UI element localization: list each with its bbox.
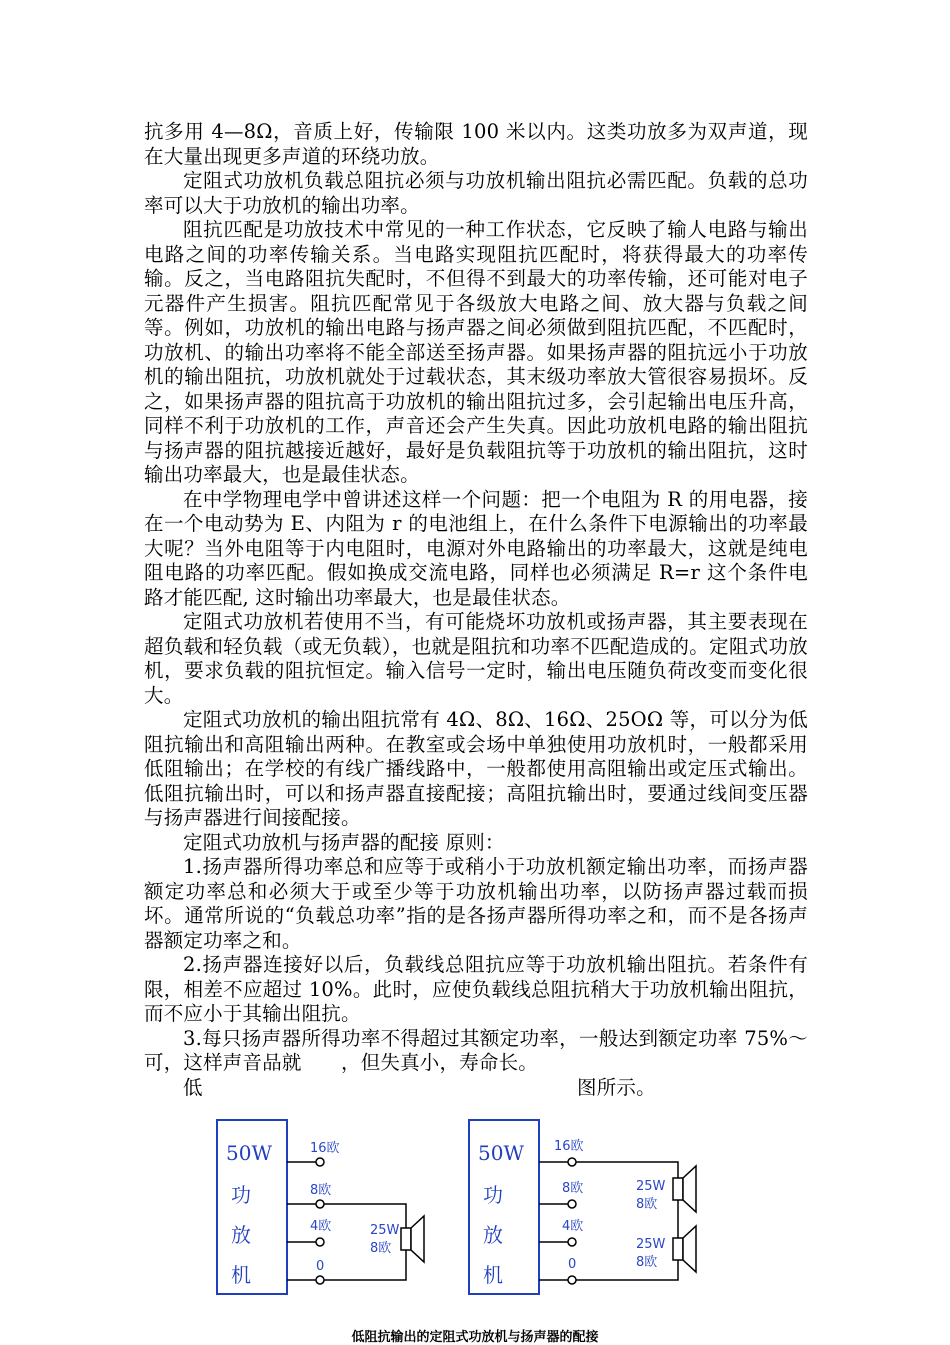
speaker-2-ohm-label: 8欧 (636, 1255, 658, 1270)
paragraph-10: 3.每只扬声器所得功率不得超过其额定功率，一般达到额定功率 75%～ 可，这样声音品就 ，但失真小，寿命长。 (144, 1026, 868, 1074)
terminal-0 (316, 1276, 324, 1284)
paragraph-5: 定阻式功放机若使用不当，有可能烧坏功放机或扬声器，其主要表现在超负载和轻负载（或无负载），也就是阻抗和功率不匹配造成的。定阻式功放机，要求负载的阻抗恒定。输入信号一定时，输出电压随负荷改变而变化很大。 (144, 610, 808, 707)
figure-caption: 低阻抗输出的定阻式功放机与扬声器的配接 (351, 1330, 599, 1345)
amplifier-label-char-2: 放 (231, 1223, 251, 1247)
speaker-power-label: 25W (370, 1223, 400, 1238)
diagram-single-speaker (217, 1120, 424, 1294)
paragraph-2: 定阻式功放机负载总阻抗必须与功放机输出阻抗必需匹配。负载的总功率可以大于功放机的输出功率。 (144, 169, 808, 217)
paragraph-3: 阻抗匹配是功放技术中常见的一种工作状态，它反映了输人电路与输出电路之间的功率传输关系。当电路实现阻抗匹配时，将获得最大的功率传输。反之，当电路阻抗失配时，不但得不到最大的功率传输，还可能对电子元器件产生损害。阻抗匹配常见于各级放大电路之间、放大器与负载之间等。例如，功放机的输出电路与扬声器之间必须做到阻抗匹配，不匹配时，功放机、的输出功率将不能全部送至扬声器。如果扬声器的阻抗远小于功放机的输出阻抗，功放机就处于过载状态，其末级功率放大管很容易损坏。反之，如果扬声器的阻抗高于功放机的输出阻抗过多，会引起输出电压升高，同样不利于功放机的工作，声音还会产生失真。因此功放机电路的输出阻抗与扬声器的阻抗越接近越好，最好是负载阻抗等于功放机的输出阻抗，这时输出功率最大，也是最佳状态。 (144, 218, 808, 486)
tap-label-8: 8欧 (562, 1181, 584, 1196)
terminal-4 (568, 1238, 576, 1246)
paragraph-6: 定阻式功放机的输出阻抗常有 4Ω、8Ω、16Ω、25OΩ 等，可以分为低阻抗输出和高阻输出两种。在教室或会场中单独使用功放机时，一般都采用低阻输出；在学校的有线广播线路中，一般都使用高阻输出或定压式输出。低阻抗输出时，可以和扬声器直接配接；高阻抗输出时，要通过线间变压器与扬声器进行间接配接。 (144, 708, 808, 829)
tap-label-16: 16欧 (554, 1139, 584, 1154)
terminal-16 (568, 1158, 576, 1166)
speaker-icon (673, 1226, 696, 1272)
paragraph-8: 1.扬声器所得功率总和应等于或稍小于功放机额定输出功率，而扬声器额定功率总和必须大于或至少等于功放机输出功率，以防扬声器过载而损坏。通常所说的“负载总功率”指的是各扬声器所得功率之和，而不是各扬声器额定功率之和。 (144, 855, 808, 952)
speaker-icon (673, 1166, 696, 1212)
terminal-4 (316, 1238, 324, 1246)
amplifier-label-char-1: 功 (483, 1183, 503, 1207)
paragraph-11: 低 图所示。 (183, 1075, 656, 1099)
speaker-1-ohm-label: 8欧 (636, 1197, 658, 1212)
amplifier-power-label: 50W (226, 1141, 273, 1165)
amplifier-label-char-1: 功 (231, 1183, 251, 1207)
tap-label-0: 0 (316, 1259, 325, 1274)
amplifier-power-label: 50W (478, 1141, 525, 1165)
wiring-diagram (210, 1118, 740, 1304)
tap-label-4: 4欧 (562, 1219, 584, 1234)
amplifier-label-char-3: 机 (483, 1263, 503, 1287)
terminal-16 (316, 1158, 324, 1166)
speaker-2-power-label: 25W (636, 1237, 666, 1252)
terminal-8 (568, 1200, 576, 1208)
paragraph-1: 抗多用 4—8Ω，音质上好，传输限 100 米以内。这类功放多为双声道，现在大量出现更多声道的环绕功放。 (144, 120, 808, 168)
amplifier-label-char-2: 放 (483, 1223, 503, 1247)
speaker-1-power-label: 25W (636, 1179, 666, 1194)
speaker-icon (401, 1216, 424, 1262)
paragraph-7: 定阻式功放机与扬声器的配接 原则： (183, 830, 505, 854)
tap-label-8: 8欧 (310, 1183, 332, 1198)
body-text (144, 120, 868, 1100)
amplifier-label-char-3: 机 (231, 1263, 251, 1287)
tap-label-0: 0 (568, 1257, 577, 1272)
terminal-0 (568, 1276, 576, 1284)
paragraph-9: 2.扬声器连接好以后，负载线总阻抗应等于功放机输出阻抗。若条件有限，相差不应超过 10%。此时，应使负载线总阻抗稍大于功放机输出阻抗，而不应小于其输出阻抗。 (144, 953, 808, 1025)
tap-label-16: 16欧 (310, 1141, 340, 1156)
speaker-ohm-label: 8欧 (370, 1241, 392, 1256)
terminal-8 (316, 1200, 324, 1208)
diagram-two-speakers (469, 1120, 696, 1294)
tap-label-4: 4欧 (310, 1219, 332, 1234)
paragraph-4: 在中学物理电学中曾讲述这样一个问题：把一个电阻为 R 的用电器，接在一个电动势为 E、内阻为 r 的电池组上，在什么条件下电源输出的功率最大呢？当外电阻等于内电阻时，电源对外电路输出的功率最大，这就是纯电阻电路的功率匹配。假如换成交流电路，同样也必须满足 R=r 这个条件电路才能匹配, 这时输出功率最大，也是最佳状态。 (144, 487, 808, 609)
